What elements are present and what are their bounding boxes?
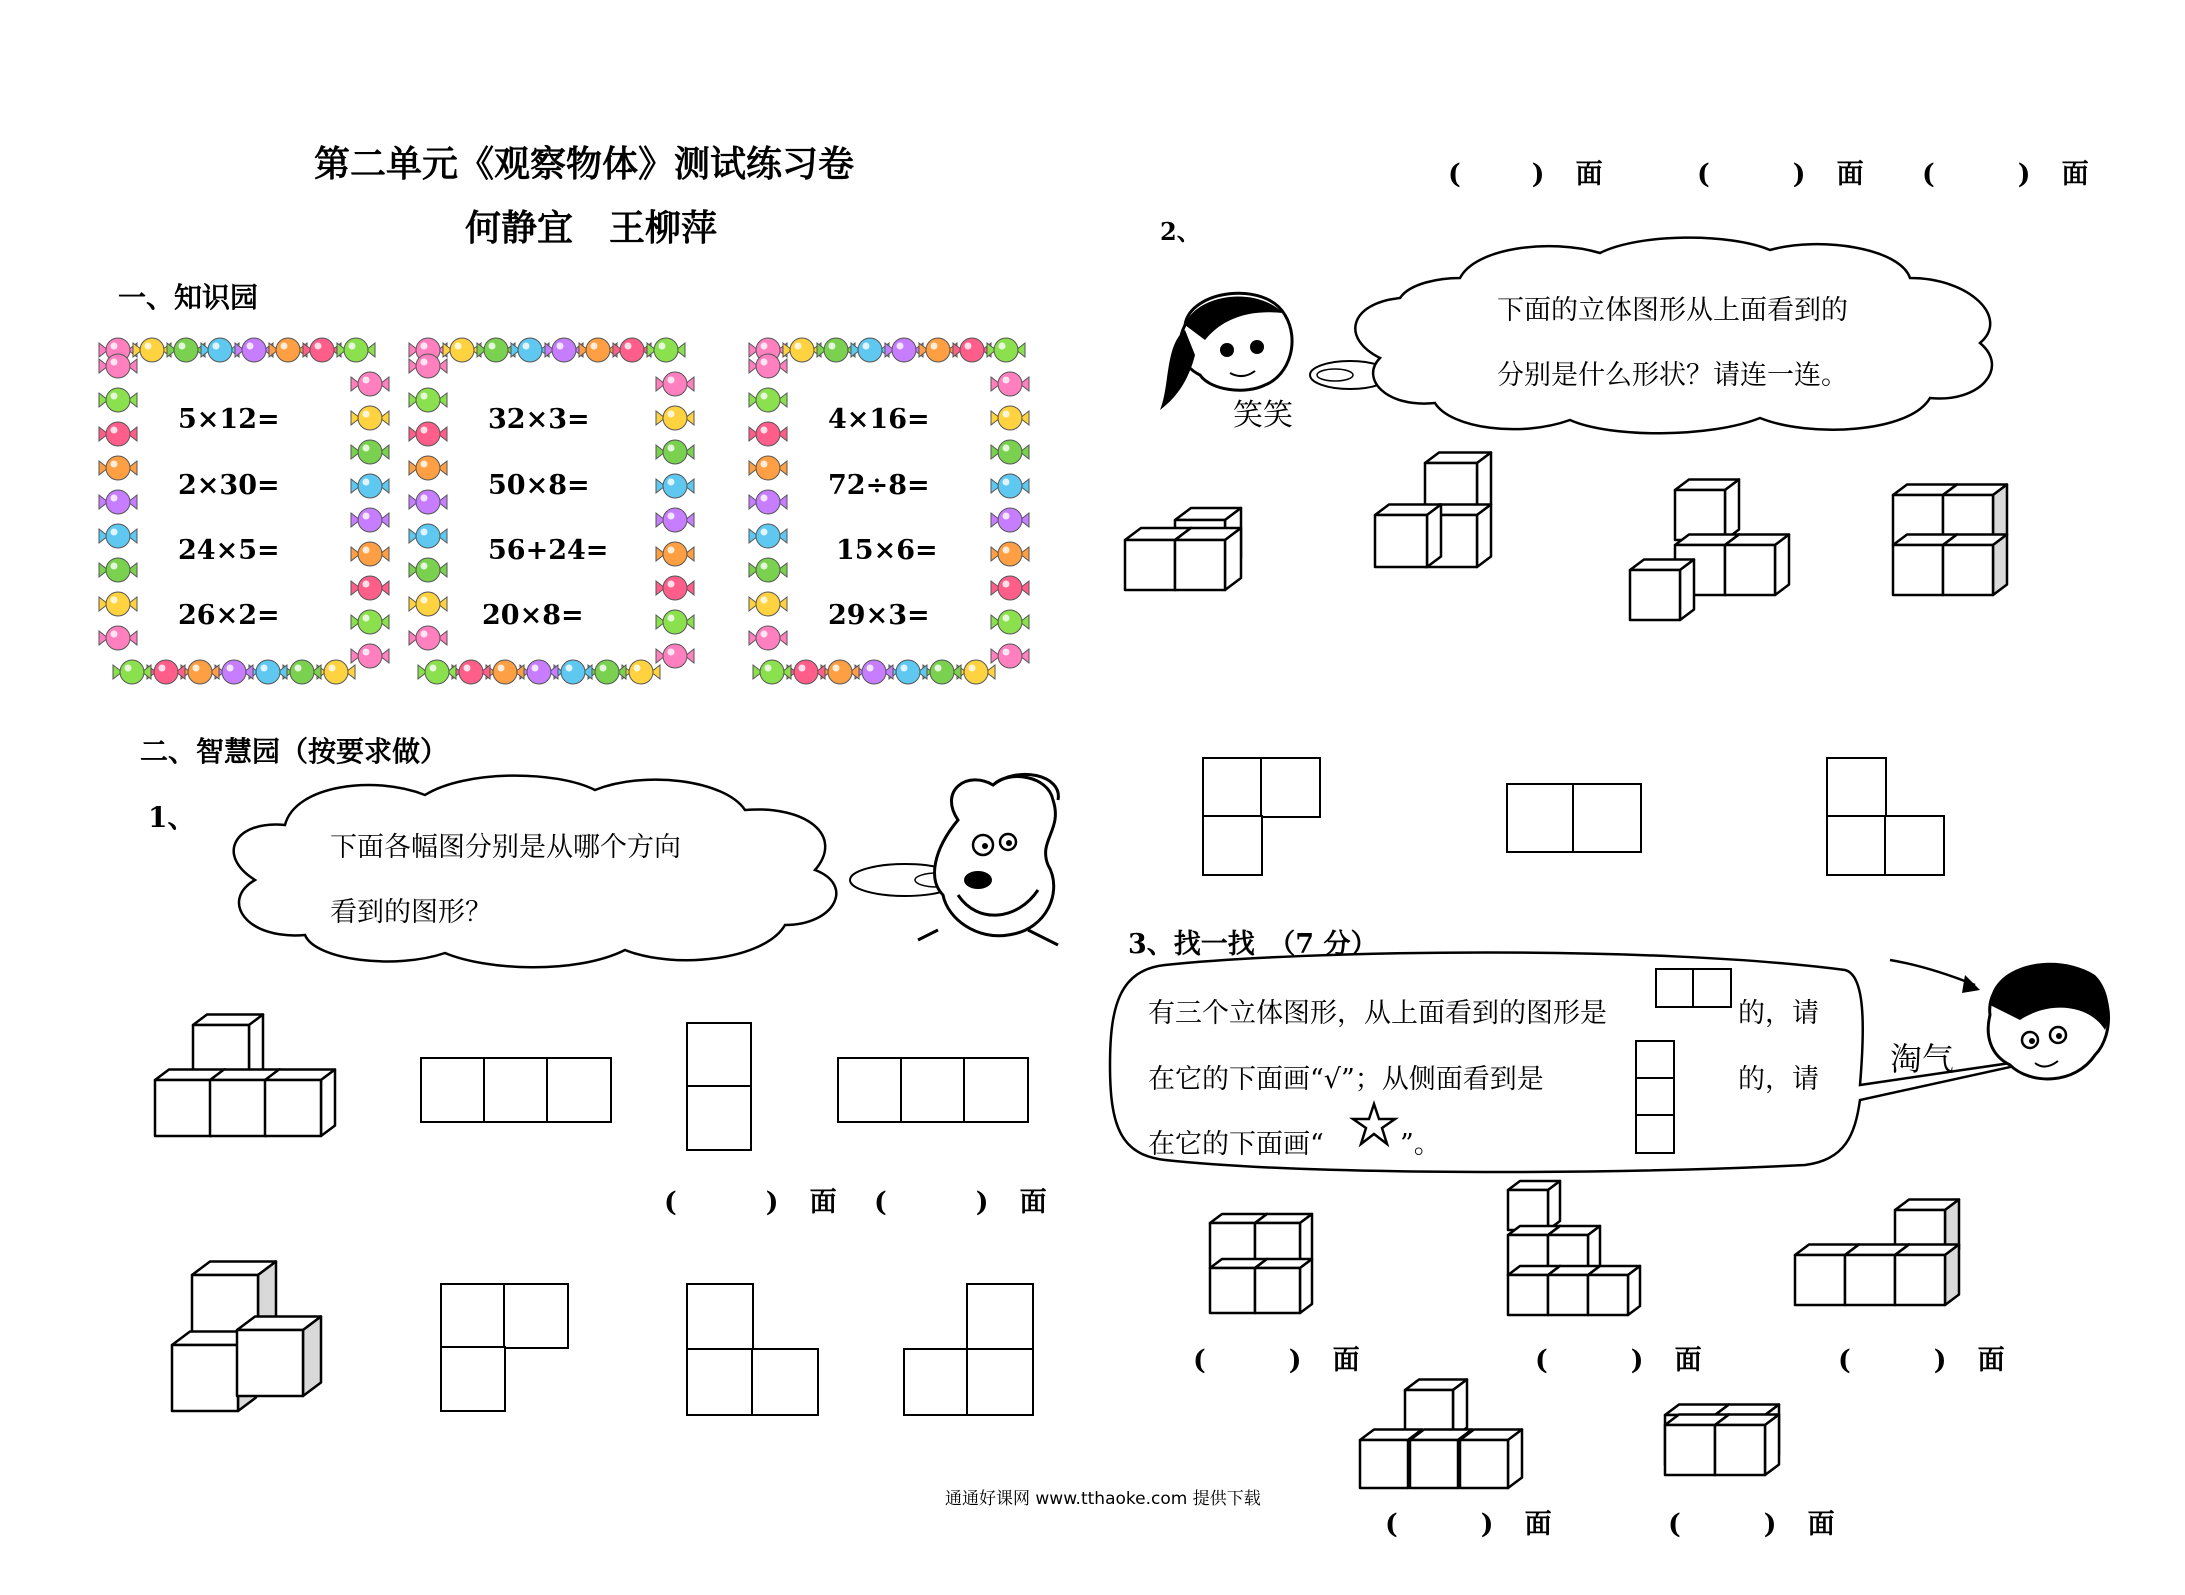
candy-decoration-icon bbox=[99, 456, 137, 480]
candy-decoration-icon bbox=[269, 338, 307, 362]
candy-decoration-icon bbox=[337, 338, 375, 362]
candy-decoration-icon bbox=[409, 558, 447, 582]
candy-decoration-icon bbox=[753, 660, 791, 684]
calc-item: 15×6= bbox=[836, 535, 938, 566]
candy-decoration-icon bbox=[647, 338, 685, 362]
q3-line-3-b: ”。 bbox=[1400, 1129, 1441, 1160]
answer-blank[interactable]: ( ) 面 bbox=[1922, 159, 2090, 190]
candy-decoration-icon bbox=[181, 660, 219, 684]
candy-decoration-icon bbox=[787, 660, 825, 684]
q3-character-name: 淘气 bbox=[1890, 1040, 1955, 1078]
candy-decoration-icon bbox=[303, 338, 341, 362]
candy-decoration-icon bbox=[351, 508, 389, 532]
q2-bubble-line-1: 下面的立体图形从上面看到的 bbox=[1497, 295, 1848, 326]
candy-decoration-icon bbox=[133, 338, 171, 362]
candy-decoration-icon bbox=[545, 338, 583, 362]
candy-decoration-icon bbox=[991, 644, 1029, 668]
candy-decoration-icon bbox=[351, 440, 389, 464]
candy-decoration-icon bbox=[987, 338, 1025, 362]
q2-view-L-bottom bbox=[1826, 757, 1944, 879]
candy-decoration-icon bbox=[749, 626, 787, 650]
candy-decoration-icon bbox=[622, 660, 660, 684]
candy-decoration-icon bbox=[409, 422, 447, 446]
q2-character-name: 笑笑 bbox=[1233, 398, 1293, 433]
q3-solid-figure-4 bbox=[1360, 1375, 1520, 1505]
candy-decoration-icon bbox=[749, 354, 787, 378]
candy-decoration-icon bbox=[885, 338, 923, 362]
q1-bubble-line-2: 看到的图形？ bbox=[330, 897, 492, 928]
q1-number: 1、 bbox=[148, 801, 196, 834]
q3-solid-figure-1 bbox=[1210, 1203, 1340, 1323]
candy-decoration-icon bbox=[749, 490, 787, 514]
q1-view-column-2 bbox=[686, 1022, 752, 1154]
candy-decoration-icon bbox=[855, 660, 893, 684]
candy-decoration-icon bbox=[409, 524, 447, 548]
candy-decoration-icon bbox=[991, 440, 1029, 464]
q3-solid-figure-3 bbox=[1795, 1195, 1965, 1315]
candy-decoration-icon bbox=[821, 660, 859, 684]
candy-decoration-icon bbox=[957, 660, 995, 684]
candy-decoration-icon bbox=[351, 372, 389, 396]
candy-decoration-icon bbox=[409, 592, 447, 616]
answer-blank[interactable]: ( ) 面 bbox=[874, 1187, 1048, 1218]
candy-decoration-icon bbox=[99, 626, 137, 650]
candy-decoration-icon bbox=[520, 660, 558, 684]
q3-line-3-a: 在它的下面画“ bbox=[1148, 1129, 1324, 1160]
q1-view-L-right bbox=[903, 1283, 1034, 1418]
q3-line-2-a: 在它的下面画“√”；从侧面看到是 bbox=[1148, 1064, 1544, 1095]
candy-decoration-icon bbox=[351, 610, 389, 634]
candy-decoration-icon bbox=[351, 644, 389, 668]
candy-decoration-icon bbox=[656, 474, 694, 498]
candy-decoration-icon bbox=[283, 660, 321, 684]
candy-decoration-icon bbox=[351, 542, 389, 566]
candy-decoration-icon bbox=[452, 660, 490, 684]
candy-decoration-icon bbox=[113, 660, 151, 684]
answer-blank[interactable]: ( ) 面 bbox=[1193, 1345, 1361, 1376]
q2-solid-figure-1 bbox=[1125, 480, 1275, 600]
q3-line-1-a: 有三个立体图形，从上面看到的图形是 bbox=[1148, 998, 1607, 1029]
q1-solid-figure-2 bbox=[172, 1260, 372, 1440]
answer-blank[interactable]: ( ) 面 bbox=[664, 1187, 838, 1218]
calc-item: 32×3= bbox=[488, 404, 590, 435]
answer-blank[interactable]: ( ) 面 bbox=[1535, 1345, 1703, 1376]
candy-decoration-icon bbox=[749, 524, 787, 548]
answer-blank[interactable]: ( ) 面 bbox=[1838, 1345, 2006, 1376]
candy-decoration-icon bbox=[317, 660, 355, 684]
candy-decoration-icon bbox=[656, 440, 694, 464]
candy-decoration-icon bbox=[991, 406, 1029, 430]
q2-view-L bbox=[1202, 757, 1320, 879]
calc-item: 2×30= bbox=[178, 470, 280, 501]
candy-decoration-icon bbox=[99, 354, 137, 378]
candy-decoration-icon bbox=[749, 422, 787, 446]
candy-decoration-icon bbox=[613, 338, 651, 362]
candy-decoration-icon bbox=[656, 644, 694, 668]
candy-decoration-icon bbox=[991, 372, 1029, 396]
q2-solid-figure-2 bbox=[1375, 445, 1515, 595]
candy-decoration-icon bbox=[147, 660, 185, 684]
calc-item: 5×12= bbox=[178, 404, 280, 435]
star-icon bbox=[1352, 1102, 1396, 1146]
candy-decoration-icon bbox=[351, 406, 389, 430]
footer-text: 通通好课网 www.tthaoke.com 提供下载 bbox=[945, 1489, 1261, 1509]
candy-decoration-icon bbox=[991, 474, 1029, 498]
q3-line-1-b: 的，请 bbox=[1738, 998, 1819, 1029]
answer-blank[interactable]: ( ) 面 bbox=[1448, 159, 1604, 190]
q2-solid-figure-3 bbox=[1630, 465, 1790, 635]
candy-decoration-icon bbox=[351, 576, 389, 600]
calc-item: 4×16= bbox=[828, 404, 930, 435]
candy-decoration-icon bbox=[579, 338, 617, 362]
candy-decoration-icon bbox=[99, 558, 137, 582]
candy-decoration-icon bbox=[991, 576, 1029, 600]
calc-item: 72÷8= bbox=[828, 470, 930, 501]
candy-decoration-icon bbox=[409, 354, 447, 378]
candy-decoration-icon bbox=[99, 388, 137, 412]
candy-decoration-icon bbox=[99, 422, 137, 446]
candy-decoration-icon bbox=[409, 456, 447, 480]
q1-view-row-3b bbox=[837, 1057, 1029, 1123]
candy-decoration-icon bbox=[418, 660, 456, 684]
candy-decoration-icon bbox=[99, 490, 137, 514]
answer-blank[interactable]: ( ) 面 bbox=[1668, 1509, 1836, 1540]
candy-decoration-icon bbox=[656, 576, 694, 600]
candy-decoration-icon bbox=[656, 610, 694, 634]
candy-decoration-icon bbox=[215, 660, 253, 684]
candy-decoration-icon bbox=[235, 338, 273, 362]
calc-item: 56+24= bbox=[488, 535, 609, 566]
candy-decoration-icon bbox=[409, 626, 447, 650]
candy-decoration-icon bbox=[554, 660, 592, 684]
candy-decoration-icon bbox=[889, 660, 927, 684]
candy-decoration-icon bbox=[656, 508, 694, 532]
authors: 何静宜 王柳萍 bbox=[465, 207, 718, 249]
candy-decoration-icon bbox=[99, 524, 137, 548]
q1-solid-figure-1 bbox=[155, 1010, 355, 1150]
q3-top-view-icon bbox=[1655, 968, 1731, 1008]
q2-bubble-line-2: 分别是什么形状？请连一连。 bbox=[1497, 360, 1848, 391]
q3-side-view-icon bbox=[1635, 1040, 1675, 1155]
candy-decoration-icon bbox=[167, 338, 205, 362]
candy-decoration-icon bbox=[656, 542, 694, 566]
q2-solid-figure-4 bbox=[1893, 465, 2033, 595]
q3-heading: 3、找一找 （7 分） bbox=[1128, 929, 1378, 960]
candy-decoration-icon bbox=[409, 490, 447, 514]
candy-decoration-icon bbox=[817, 338, 855, 362]
section-1-heading: 一、知识园 bbox=[118, 281, 259, 314]
candy-decoration-icon bbox=[991, 508, 1029, 532]
answer-blank[interactable]: ( ) 面 bbox=[1697, 159, 1865, 190]
answer-blank[interactable]: ( ) 面 bbox=[1385, 1509, 1553, 1540]
candy-decoration-icon bbox=[953, 338, 991, 362]
candy-decoration-icon bbox=[477, 338, 515, 362]
candy-decoration-icon bbox=[249, 660, 287, 684]
candy-decoration-icon bbox=[749, 592, 787, 616]
q3-solid-figure-5 bbox=[1665, 1395, 1815, 1495]
q2-thought-bubble bbox=[1310, 238, 2010, 438]
candy-decoration-icon bbox=[749, 558, 787, 582]
candy-decoration-icon bbox=[511, 338, 549, 362]
dog-character-icon bbox=[898, 770, 1068, 950]
candy-decoration-icon bbox=[851, 338, 889, 362]
candy-decoration-icon bbox=[99, 592, 137, 616]
q1-bubble-line-1: 下面各幅图分别是从哪个方向 bbox=[330, 832, 681, 863]
candy-decoration-icon bbox=[656, 372, 694, 396]
candy-decoration-icon bbox=[749, 456, 787, 480]
candy-decoration-icon bbox=[749, 388, 787, 412]
candy-decoration-icon bbox=[351, 474, 389, 498]
candy-decoration-icon bbox=[783, 338, 821, 362]
calc-item: 26×2= bbox=[178, 600, 280, 631]
calc-item: 20×8= bbox=[482, 600, 584, 631]
candy-decoration-icon bbox=[443, 338, 481, 362]
candy-decoration-icon bbox=[991, 542, 1029, 566]
candy-decoration-icon bbox=[991, 610, 1029, 634]
candy-decoration-icon bbox=[486, 660, 524, 684]
q2-view-row-2 bbox=[1506, 783, 1644, 853]
candy-decoration-icon bbox=[201, 338, 239, 362]
calc-item: 24×5= bbox=[178, 535, 280, 566]
page-title: 第二单元《观察物体》测试练习卷 bbox=[314, 143, 855, 185]
q1-view-L-left bbox=[686, 1283, 821, 1418]
calc-item: 50×8= bbox=[488, 470, 590, 501]
q1-view-L-top bbox=[440, 1283, 569, 1412]
calc-item: 29×3= bbox=[828, 600, 930, 631]
candy-decoration-icon bbox=[923, 660, 961, 684]
candy-decoration-icon bbox=[409, 388, 447, 412]
candy-decoration-icon bbox=[656, 406, 694, 430]
section-2-heading: 二、智慧园（按要求做） bbox=[140, 735, 449, 768]
candy-decoration-icon bbox=[919, 338, 957, 362]
q3-line-2-b: 的，请 bbox=[1738, 1064, 1819, 1095]
q3-solid-figure-2 bbox=[1508, 1180, 1648, 1320]
q2-number: 2、 bbox=[1160, 217, 1201, 246]
q1-view-row-3 bbox=[420, 1057, 612, 1123]
candy-decoration-icon bbox=[588, 660, 626, 684]
